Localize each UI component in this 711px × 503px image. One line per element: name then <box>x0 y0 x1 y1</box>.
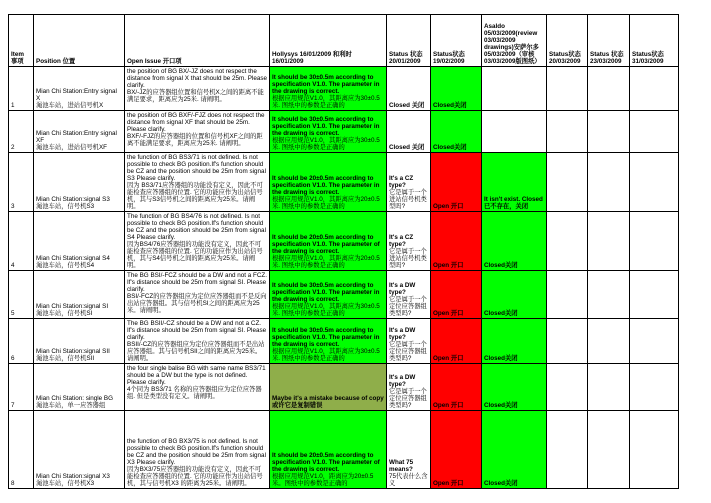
status-23-03-cell <box>588 212 630 271</box>
asaldo-cell: Closed关闭 <box>482 271 547 319</box>
header-row <box>9 15 679 67</box>
status-20-03-cell <box>547 153 588 212</box>
open-issue-cell <box>125 67 270 111</box>
open-issues-table <box>8 14 679 489</box>
open-issue-text-en: the function of BG BX3/75 is not defined. Is not possible to check BG position.If's function should be CZ and the position should be 25m from signal X3 Please clarify. <box>127 438 266 466</box>
open-issue-cell <box>125 364 270 411</box>
status-19-02-cell: Open 开口 <box>431 153 482 212</box>
status-text-en: It's a DW type? <box>389 327 416 341</box>
status-31-03-cell <box>630 364 679 411</box>
status-23-03-cell <box>588 67 630 111</box>
table-row <box>9 364 679 411</box>
status-text-zh: 它是属于一个定位应答器组类型吗? <box>389 296 427 317</box>
status-20-01-cell <box>387 153 431 212</box>
hollysys-reply-zh: 根据应用规范V1.0，其距离应为30±0.5米. 图纸中的参数是正确的 <box>272 303 380 317</box>
hollysys-reply-cell <box>270 153 387 212</box>
open-issue-text-zh: BX/-JZ的应答器组位置和信号机X之间的距离不能满足要求，距离应为25米. 请阐明。 <box>127 89 264 103</box>
hollysys-reply-cell <box>270 319 387 364</box>
status-text-en: It's a CZ type? <box>389 175 414 189</box>
status-20-01-cell <box>387 411 431 489</box>
status-31-03-cell <box>630 153 679 212</box>
status-23-03-cell <box>588 411 630 489</box>
position-cell <box>34 212 125 271</box>
hollysys-reply-en: It should be 30±0.5m according to specification V1.0. The parameter in the drawing is correct. <box>272 282 380 303</box>
asaldo-cell <box>482 67 547 111</box>
status-31-03-cell <box>630 271 679 319</box>
status-23-03-cell <box>588 319 630 364</box>
open-issue-text-zh: 因为BS4/76应答器组的功能没有定义，因此不可能检查应答器组的位置. 它的功能应作为出站信号机，其与S4信号机之间的距离应为25米。请阐明。 <box>127 241 263 269</box>
status-text-zh: 75代表什么含义 <box>389 473 428 487</box>
status-20-03-cell <box>547 67 588 111</box>
open-issue-text-en: The BG BSI/-FCZ should be a DW and not a FCZ. If's distance should be 25m from signal SI. Please clarify. <box>127 272 267 293</box>
column-header-status-19-02: Status状态 19/02/2009 <box>431 15 482 67</box>
hollysys-reply-en: It should be 20±0.5m according to specification V1.0. The parameter in the drawing is correct. <box>272 175 380 196</box>
table-row <box>9 153 679 212</box>
status-text-en: Closed 关闭 <box>389 144 425 151</box>
open-issue-text-zh: 因为BX3/75应答器组的功能没有定义，因此不可能检查应答器组的位置. 它的功能应作为出站信号机，其与信号机X3 的距离为25米。请阐明。 <box>127 466 263 487</box>
open-issue-text-zh: 因为 BS3/71应答器组的功能没有定义，因此不可能检查应答器组的位置. 它的功能应作为出站信号机，其与S3信号机之间的距离应为25米。请阐明。 <box>127 182 263 210</box>
hollysys-reply-en: It should be 30±0.5m according to specification V1.0. The parameter in the drawing is correct. <box>272 74 380 95</box>
status-20-03-cell <box>547 319 588 364</box>
status-text-zh: 它是属于一个进站信号机类型吗? <box>389 248 427 269</box>
open-issue-cell <box>125 411 270 489</box>
status-23-03-cell <box>588 153 630 212</box>
status-20-03-cell <box>547 271 588 319</box>
column-header-status-23-03: Status 状态 23/03/2009 <box>588 15 630 67</box>
open-issue-text-en: The BG BSII/-CZ should be a DW and not a CZ. If's distance should be 25m from signal SI. Please clarify. <box>127 320 267 341</box>
column-header-status-20-01: Status 状态 20/01/2009 <box>387 15 431 67</box>
position-text-en: Mian Chi Station:Entry signal XF <box>36 130 117 144</box>
status-text-en: What 75 means? <box>389 459 414 473</box>
position-text-zh: 渑池车站，信号机SII <box>36 355 95 362</box>
status-19-02-cell: Open 开口 <box>431 212 482 271</box>
position-text-zh: 渑池车站，信号机S3 <box>36 203 95 210</box>
table-row <box>9 212 679 271</box>
open-issue-cell <box>125 111 270 153</box>
status-20-03-cell <box>547 212 588 271</box>
status-20-01-cell <box>387 271 431 319</box>
item-number: 7 <box>9 364 34 411</box>
position-cell <box>34 111 125 153</box>
open-issue-text-zh: BSII/-CZ的应答器组应为定位应答器组而不是出站应答器组。其与信号机SII之间的距离应为25米。请阐明。 <box>127 341 265 362</box>
open-issue-text-en: The function of BG BS4/76 is not defined. Is not possible to check BG position.If's function should be CZ and the position should be 25m from signal S4 Please clarify. <box>127 213 266 241</box>
hollysys-reply-cell <box>270 411 387 489</box>
status-20-01-cell <box>387 319 431 364</box>
position-cell <box>34 319 125 364</box>
status-20-01-cell <box>387 212 431 271</box>
open-issue-text-en: the position of BG BXF/-FJZ does not respect the distance from signal XF that should be 25m. Please clarify. <box>127 112 265 133</box>
status-31-03-cell <box>630 411 679 489</box>
column-header-open-issue: Open Issue 开口项 <box>125 15 270 67</box>
hollysys-reply-en: Maybe it's a mistake because of copy 或许它是复制错误 <box>272 395 384 409</box>
status-text-en: It's a DW type? <box>389 374 416 388</box>
status-text-en: It's a DW type? <box>389 282 416 296</box>
position-text-en: Mian Chi Station:signal SI <box>36 303 109 310</box>
column-header-position: Position 位置 <box>34 15 125 67</box>
open-issue-text-en: the position of BG BX/-JZ does not respect the distance from signal X that should be 25m. Please clarify. <box>127 68 268 89</box>
hollysys-reply-zh: 根据应用规范V1.0，其距离应为30±0.5米. 图纸中的参数是正确的 <box>272 137 380 151</box>
column-header-status-20-03: Status状态 20/03/2009 <box>547 15 588 67</box>
position-text-en: Mian Chi Station:signal S4 <box>36 255 110 262</box>
position-text-zh: 渑池车站，信号机X3 <box>36 480 95 487</box>
status-20-03-cell <box>547 364 588 411</box>
status-31-03-cell <box>630 67 679 111</box>
status-31-03-cell <box>630 319 679 364</box>
hollysys-reply-zh: 根据应用规范V1.0，其距离应为30±0.5米. 图纸中的参数是正确的 <box>272 348 380 362</box>
item-number: 4 <box>9 212 34 271</box>
asaldo-cell <box>482 111 547 153</box>
hollysys-reply-zh: 根据应用规范V1.0，距离应为20±0.5米。图纸中的参数是正确的 <box>272 473 374 487</box>
table-row <box>9 111 679 153</box>
status-text-zh: 它是属于一个定位应答器组类型吗? <box>389 388 427 409</box>
position-cell <box>34 67 125 111</box>
hollysys-reply-en: It should be 20±0.5m according to specification V1.0. The parameter of the drawing is correct. <box>272 234 380 255</box>
status-23-03-cell <box>588 111 630 153</box>
position-text-en: Mian Chi Station:signal S3 <box>36 196 110 203</box>
hollysys-reply-cell <box>270 212 387 271</box>
open-issue-text-zh: BXF/-FJZ的应答器组的位置和信号机XF之间的距离不能满足要求，距离应为25米. 请阐明。 <box>127 133 263 147</box>
hollysys-reply-cell <box>270 271 387 319</box>
position-text-zh: 渑池车站，进站信号机XF <box>36 144 108 151</box>
status-19-02-cell: Open 开口 <box>431 319 482 364</box>
column-header-asaldo: Asaldo 05/03/2009(review 03/03/2009 drawings)安萨尔多 05/03/2009（审核 03/03/2009版图纸） <box>482 15 547 67</box>
table-row <box>9 67 679 111</box>
open-issue-text-en: the function of BG BS3/71 is not defined. Is not possible to check BG position.If's function should be CZ and the position should be 25m from signal S3 Please clarify. <box>127 154 266 182</box>
item-number: 2 <box>9 111 34 153</box>
status-text-zh: 它是属于一个定位应答器组类型吗? <box>389 341 427 362</box>
open-issue-text-en: the four single balise BG with same name BS3/71 should be a DW but the type is not defined. Please clarify. <box>127 365 266 386</box>
open-issue-cell <box>125 153 270 212</box>
item-number: 6 <box>9 319 34 364</box>
open-issue-text-zh: 4个同为 BS3/71 名称的应答器组应为定位应答器组. 但是类型没有定义。请阐明。 <box>127 386 262 400</box>
table-row <box>9 271 679 319</box>
status-19-02-cell: Closed关闭 <box>431 111 482 153</box>
position-text-en: Mian Chi Station:signal X3 <box>36 473 110 480</box>
open-issue-cell <box>125 271 270 319</box>
asaldo-cell: Closed关闭 <box>482 411 547 489</box>
item-number: 8 <box>9 411 34 489</box>
hollysys-reply-cell <box>270 67 387 111</box>
table-row <box>9 319 679 364</box>
hollysys-reply-en: It should be 30±0.5m according to specification V1.0. The parameter in the drawing is correct. <box>272 116 380 137</box>
hollysys-reply-en: It should be 30±0.5m according to specification V1.0. The parameter in the drawing is correct. <box>272 327 380 348</box>
status-20-03-cell <box>547 411 588 489</box>
hollysys-reply-cell <box>270 111 387 153</box>
status-19-02-cell: Open 开口 <box>431 411 482 489</box>
open-issue-text-zh: BSI/-FCZ的应答器组应为定位应答器组而不是反向出站应答器组。其与信号机SI之间的距离应为25米。请阐明。 <box>127 293 267 314</box>
status-20-01-cell <box>387 67 431 111</box>
position-text-en: Mian Chi Station:Entry signal X <box>36 88 117 102</box>
status-23-03-cell <box>588 364 630 411</box>
status-19-02-cell: Closed关闭 <box>431 67 482 111</box>
status-text-en: It's a CZ type? <box>389 234 414 248</box>
status-20-03-cell <box>547 111 588 153</box>
hollysys-reply-zh: 根据应用规范V1.0，其距离应为30±0.5米. 图纸中的参数是正确的 <box>272 95 380 109</box>
column-header-hollysys: Hollysys 16/01/2009 和利时 16/01/2009 <box>270 15 387 67</box>
position-cell <box>34 271 125 319</box>
spreadsheet <box>8 14 679 489</box>
asaldo-cell: It isn't exist. Closed 已不存在，关闭 <box>482 153 547 212</box>
item-number: 1 <box>9 67 34 111</box>
position-text-zh: 渑池车站，单一应答器组 <box>36 402 106 409</box>
hollysys-reply-zh: 根据应用规范V1.0，其距离应为20±0.5米. 图纸中的参数是正确的 <box>272 255 380 269</box>
status-20-01-cell <box>387 111 431 153</box>
position-cell <box>34 153 125 212</box>
status-31-03-cell <box>630 111 679 153</box>
item-number: 3 <box>9 153 34 212</box>
position-cell <box>34 364 125 411</box>
hollysys-reply-zh: 根据应用规范V1.0，其距离应为20±0.5米. 图纸中的参数是正确的 <box>272 196 380 210</box>
table-row <box>9 411 679 489</box>
open-issue-cell <box>125 212 270 271</box>
position-text-en: Mian Chi Station: single BG <box>36 395 113 402</box>
status-text-en: Closed 关闭 <box>389 102 425 109</box>
position-text-zh: 渑池车站，信号机SI <box>36 310 93 317</box>
asaldo-cell: Closed关闭 <box>482 212 547 271</box>
status-19-02-cell: Open 开口 <box>431 271 482 319</box>
column-header-status-31-03: Status状态 31/03/2009 <box>630 15 679 67</box>
hollysys-reply-en: It should be 20±0.5m according to specification V1.0. The parameter of the drawing is correct. <box>272 452 380 473</box>
position-text-en: Mian Chi Station:signal SII <box>36 348 110 355</box>
position-cell <box>34 411 125 489</box>
status-20-01-cell <box>387 364 431 411</box>
hollysys-reply-cell <box>270 364 387 411</box>
asaldo-cell: Closed关闭 <box>482 319 547 364</box>
position-text-zh: 渑池车站，信号机S4 <box>36 262 95 269</box>
status-23-03-cell <box>588 271 630 319</box>
column-header-item: Item 事项 <box>9 15 34 67</box>
position-text-zh: 渑池车站，进站信号机X <box>36 102 104 109</box>
open-issue-cell <box>125 319 270 364</box>
asaldo-cell: Closed关闭 <box>482 364 547 411</box>
status-text-zh: 它是属于一个进站信号机类型吗? <box>389 189 427 210</box>
item-number: 5 <box>9 271 34 319</box>
status-19-02-cell: Open 开口 <box>431 364 482 411</box>
status-31-03-cell <box>630 212 679 271</box>
